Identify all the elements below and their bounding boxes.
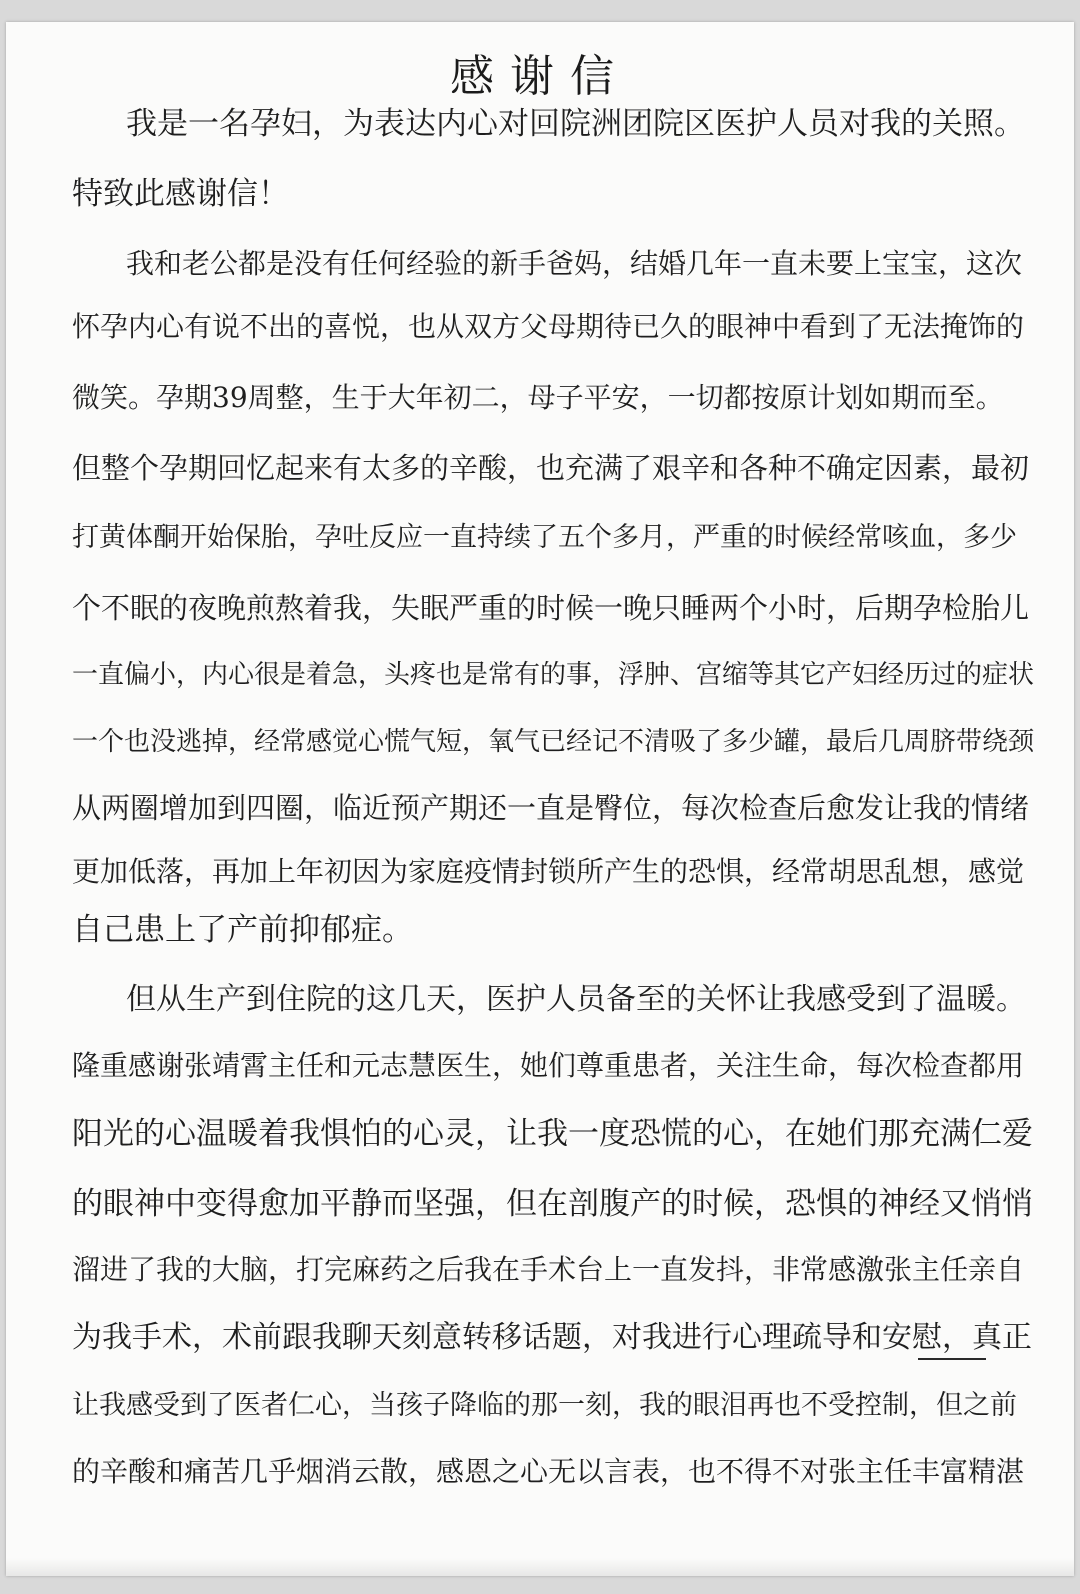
underline-stroke <box>918 1358 986 1360</box>
letter-page <box>6 22 1074 1576</box>
letter-line: 的辛酸和痛苦几乎烟消云散，感恩之心无以言表，也不得不对张主任丰富精湛 <box>72 1455 1025 1488</box>
letter-line: 隆重感谢张靖霄主任和元志慧医生，她们尊重患者，关注生命，每次检查都用 <box>72 1049 1025 1082</box>
letter-line: 一个也没逃掉，经常感觉心慌气短，氧气已经记不清吸了多少罐，最后几周脐带绕颈 <box>72 727 1034 757</box>
letter-line: 我和老公都是没有任何经验的新手爸妈，结婚几年一直未要上宝宝，这次 <box>126 247 1023 280</box>
letter-line: 个不眠的夜晚煎熬着我，失眠严重的时候一晚只睡两个小时，后期孕检胎儿 <box>72 591 1030 625</box>
letter-line: 自己患上了产前抑郁症。 <box>72 912 413 948</box>
page-bottom-shadow <box>6 1558 1074 1576</box>
letter-line: 为我手术，术前跟我聊天刻意转移话题，对我进行心理疏导和安慰，真正 <box>72 1320 1032 1355</box>
letter-line: 但整个孕期回忆起来有太多的辛酸，也充满了艰辛和各种不确定因素，最初 <box>72 451 1030 485</box>
letter-line: 更加低落，再加上年初因为家庭疫情封锁所产生的恐惧，经常胡思乱想，感觉 <box>72 855 1025 888</box>
letter-title: 感谢信 <box>450 51 630 102</box>
letter-line: 怀孕内心有说不出的喜悦，也从双方父母期待已久的眼神中看到了无法掩饰的 <box>72 310 1025 343</box>
letter-line: 一直偏小，内心很是着急，头疼也是常有的事，浮肿、宫缩等其它产妇经历过的症状 <box>72 660 1034 690</box>
letter-line: 但从生产到住院的这几天，医护人员备至的关怀让我感受到了温暖。 <box>126 982 1026 1017</box>
letter-line: 我是一名孕妇，为表达内心对回院洲团院区医护人员对我的关照。 <box>126 106 1025 142</box>
letter-line: 微笑。孕期39周整，生于大年初二，母子平安，一切都按原计划如期而至。 <box>72 381 1004 414</box>
letter-line: 阳光的心温暖着我惧怕的心灵，让我一度恐慌的心，在她们那充满仁爱 <box>72 1116 1033 1152</box>
letter-line: 让我感受到了医者仁心，当孩子降临的那一刻，我的眼泪再也不受控制，但之前 <box>72 1390 1017 1421</box>
letter-line: 打黄体酮开始保胎，孕吐反应一直持续了五个多月，严重的时候经常咳血，多少 <box>72 522 1017 553</box>
letter-line: 溜进了我的大脑，打完麻药之后我在手术台上一直发抖，非常感激张主任亲自 <box>72 1253 1025 1286</box>
letter-line: 特致此感谢信！ <box>72 176 289 212</box>
letter-line: 从两圈增加到四圈，临近预产期还一直是臀位，每次检查后愈发让我的情绪 <box>72 791 1030 825</box>
letter-line: 的眼神中变得愈加平静而坚强，但在剖腹产的时候，恐惧的神经又悄悄 <box>72 1186 1033 1222</box>
